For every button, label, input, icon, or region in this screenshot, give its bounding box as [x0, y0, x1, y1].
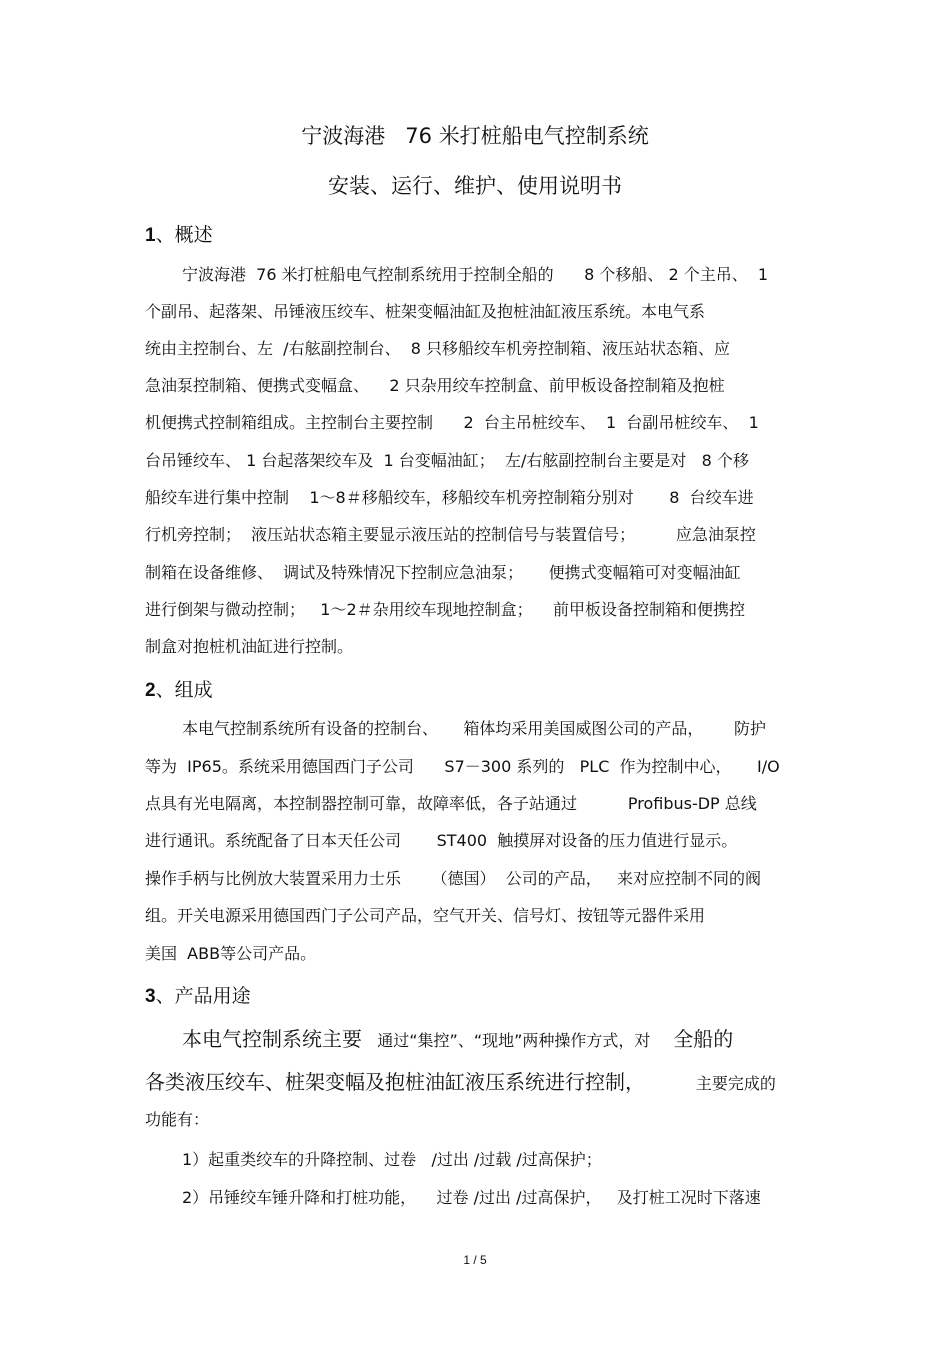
paragraph-line: 组。开关电源采用德国西门子公司产品，空气开关、信号灯、按钮等元器件采用 [145, 906, 706, 925]
paragraph-line: 制盒对抱桩机油缸进行控制。 [145, 637, 354, 656]
list-item: 1）起重类绞车的升降控制、过卷 /过出 /过载 /过高保护； [182, 1150, 602, 1169]
list-item: 2）吊锤绞车锤升降和打桩功能， 过卷 /过出 /过高保护， 及打桩工况时下落速 [182, 1188, 761, 1207]
paragraph-line: 点具有光电隔离，本控制器控制可靠，故障率低，各子站通过 Profibus-DP 总线 [145, 794, 757, 813]
doc-title-line1: 宁波海港 76 米打桩船电气控制系统 [301, 124, 649, 148]
section-3-number: 3 [145, 986, 156, 1007]
paragraph-line: 进行通讯。系统配备了日本天任公司 ST400 触摸屏对设备的压力值进行显示。 [145, 831, 738, 850]
section-1-number: 1 [145, 225, 156, 246]
paragraph-line: 等为 IP65。系统采用德国西门子公司 S7－300 系列的 PLC 作为控制中心， I/O [145, 757, 780, 776]
paragraph-line: 统由主控制台、左 /右舷副控制台、 8 只移船绞车机旁控制箱、液压站状态箱、应 [145, 339, 731, 358]
section-3-title: 、产品用途 [155, 985, 251, 1007]
paragraph-line: 美国 ABB等公司产品。 [145, 944, 317, 963]
paragraph-line: 船绞车进行集中控制 1～8＃移船绞车，移船绞车机旁控制箱分别对 8 台绞车进 [145, 488, 754, 507]
emphasis-text: 各类液压绞车、桩架变幅及抱桩油缸液压系统进行控制， [145, 1070, 645, 1094]
paragraph-line: 急油泵控制箱、便携式变幅盒、 2 只杂用绞车控制盒、前甲板设备控制箱及抱桩 [145, 376, 725, 395]
paragraph-line: 进行倒架与微动控制； 1～2＃杂用绞车现地控制盒； 前甲板设备控制箱和便携控 [145, 600, 745, 619]
paragraph-line: 操作手柄与比例放大装置采用力士乐 （德国） 公司的产品， 来对应控制不同的阀 [145, 869, 761, 888]
section-2-title: 、组成 [155, 679, 213, 701]
paragraph-line: 机便携式控制箱组成。主控制台主要控制 2 台主吊桩绞车、 1 台副吊桩绞车、 1 [145, 413, 759, 432]
paragraph-line: 功能有： [145, 1110, 210, 1129]
paragraph-line [182, 1023, 733, 1052]
doc-title-line2: 安装、运行、维护、使用说明书 [328, 174, 622, 198]
section-3-heading [145, 981, 251, 1008]
section-2-number: 2 [145, 680, 156, 701]
page-number: 1 / 5 [463, 1253, 487, 1267]
section-1-title: 、概述 [155, 224, 213, 246]
paragraph-line: 制箱在设备维修、 调试及特殊情况下控制应急油泵； 便携式变幅箱可对变幅油缸 [145, 563, 741, 582]
paragraph-line: 本电气控制系统所有设备的控制台、 箱体均采用美国威图公司的产品， 防护 [182, 719, 766, 738]
paragraph-line: 个副吊、起落架、吊锤液压绞车、桩架变幅油缸及抱桩油缸液压系统。本电气系 [145, 302, 706, 321]
section-2-heading [145, 675, 213, 702]
normal-text: 主要完成的 [645, 1074, 776, 1093]
normal-text: 通过“集控”、“现地”两种操作方式，对 [362, 1031, 661, 1050]
section-1-heading [145, 220, 213, 247]
emphasis-text: 本电气控制系统主要 [182, 1027, 362, 1051]
emphasis-text: 全船的 [660, 1027, 734, 1051]
paragraph-line: 行机旁控制； 液压站状态箱主要显示液压站的控制信号与装置信号； 应急油泵控 [145, 525, 756, 544]
paragraph-line [145, 1066, 776, 1095]
paragraph-line: 宁波海港 76 米打桩船电气控制系统用于控制全船的 8 个移船、 2 个主吊、 1 [182, 265, 769, 284]
paragraph-line: 台吊锤绞车、 1 台起落架绞车及 1 台变幅油缸； 左/右舷副控制台主要是对 8 个移 [145, 451, 749, 470]
